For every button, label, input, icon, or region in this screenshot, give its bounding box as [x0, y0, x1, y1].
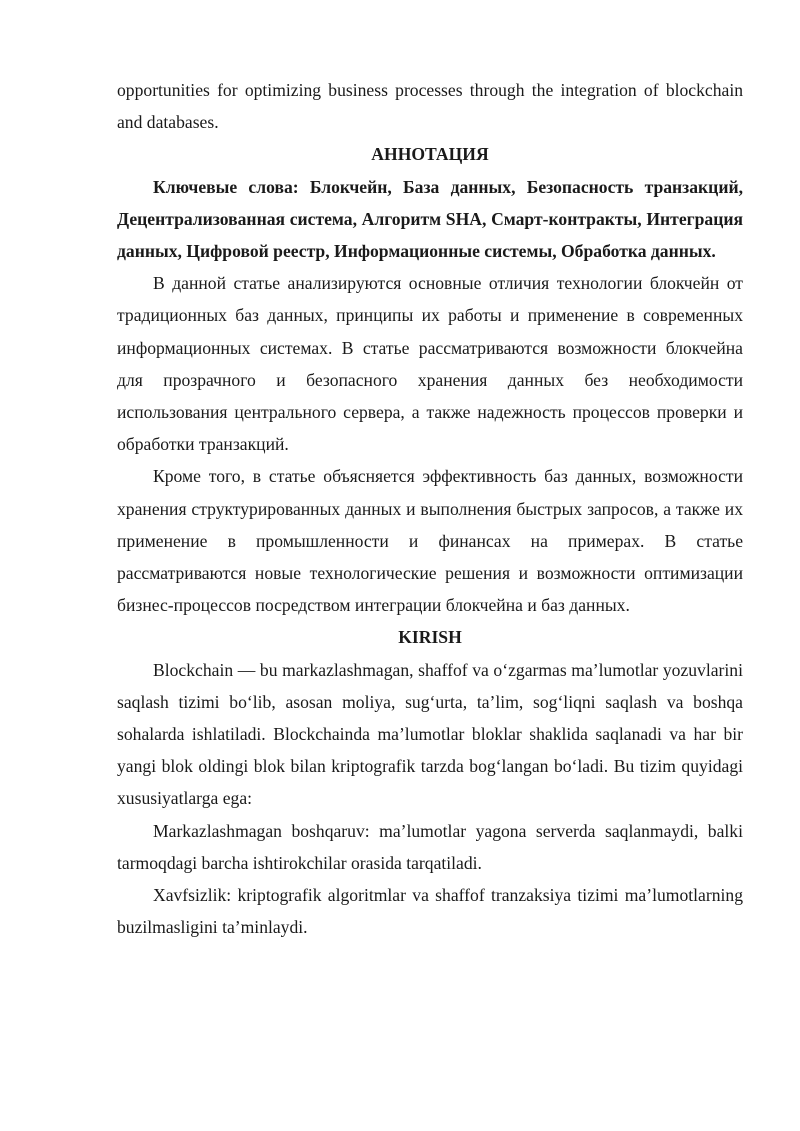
introduction-paragraph-3: Xavfsizlik: kriptografik algoritmlar va shaffof tranzaksiya tizimi ma’lumotlarning buzilmasligini ta’minlaydi.	[117, 885, 743, 938]
document-page	[117, 74, 743, 943]
introduction-heading: KIRISH	[398, 627, 462, 648]
annotation-heading: АННОТАЦИЯ	[371, 144, 489, 165]
introduction-paragraph-2: Markazlashmagan boshqaruv: ma’lumotlar yagona serverda saqlanmaydi, balki tarmoqdagi barcha ishtirokchilar orasida tarqatiladi.	[117, 820, 743, 873]
continuation-paragraph: opportunities for optimizing business processes through the integration of blockchain and databases.	[117, 80, 743, 133]
annotation-paragraph-2: Кроме того, в статье объясняется эффективность баз данных, возможности хранения структурированных данных и выполнения быстрых запросов, а также их применение в промышленности и финансах на примерах. В статье рассматриваются новые технологические решения и возможности оптимизации бизнес-процессов посредством интеграции блокчейна и баз данных.	[117, 466, 743, 616]
keywords-paragraph: Ключевые слова: Блокчейн, База данных, Безопасность транзакций, Децентрализованная система, Алгоритм SHA, Смарт-контракты, Интеграция данных, Цифровой реестр, Информационные системы, Обработка данных.	[117, 176, 743, 262]
introduction-paragraph-1: Blockchain — bu markazlashmagan, shaffof va o‘zgarmas ma’lumotlar yozuvlarini saqlash tizimi bo‘lib, asosan moliya, sug‘urta, ta’lim, sog‘liqni saqlash va boshqa sohalarda ishlatiladi. Blockchainda ma’lumotlar bloklar shaklida saqlanadi va har bir yangi blok oldingi blok bilan kriptografik tarzda bog‘langan bo‘ladi. Bu tizim quyidagi xususiyatlarga ega:	[117, 659, 743, 809]
annotation-paragraph-1: В данной статье анализируются основные отличия технологии блокчейн от традиционных баз данных, принципы их работы и применение в современных информационных системах. В статье рассматриваются возможности блокчейна для прозрачного и безопасного хранения данных без необходимости использования центрального сервера, а также надежность процессов проверки и обработки транзакций.	[117, 273, 743, 455]
